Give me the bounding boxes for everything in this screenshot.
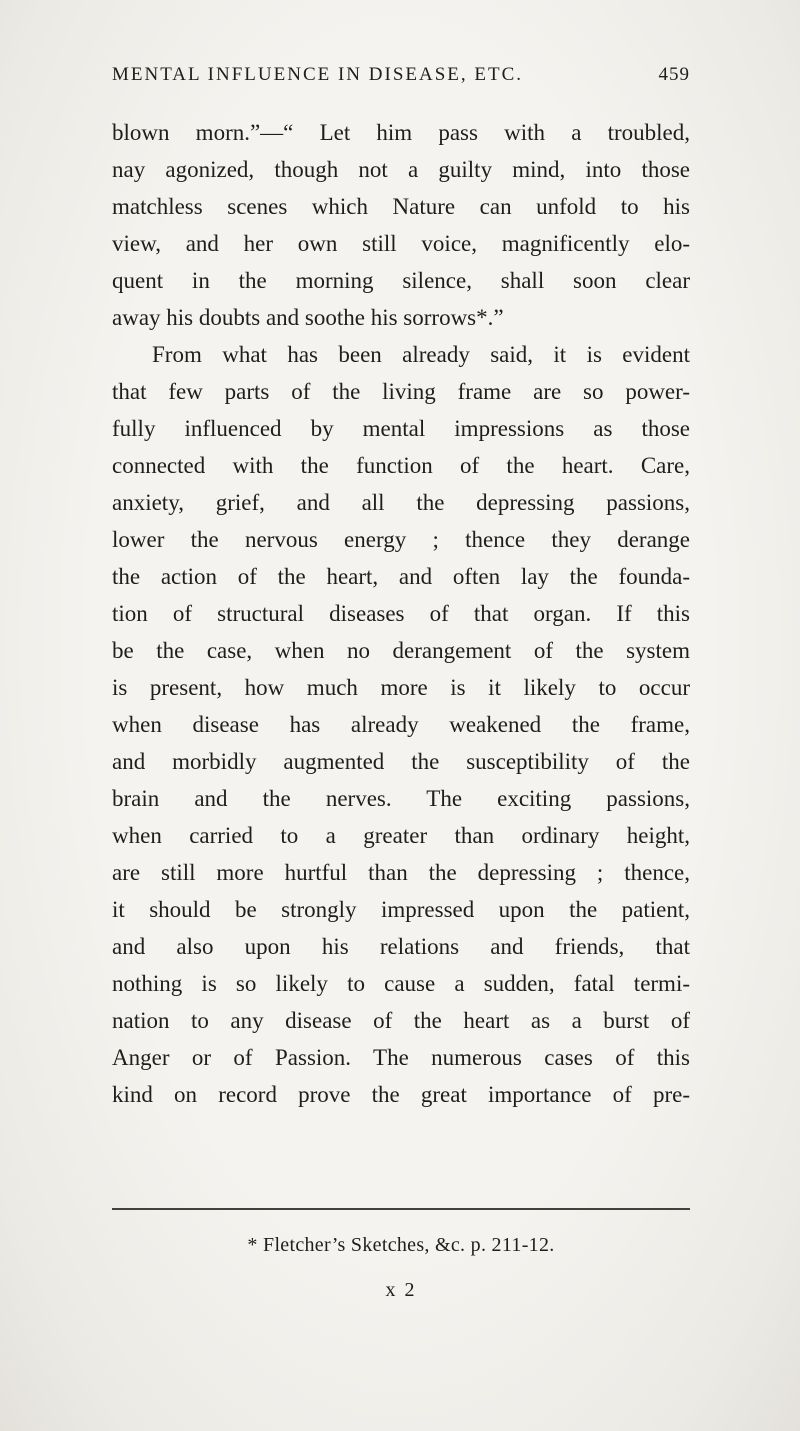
footnote-divider [112,1208,690,1210]
text-line: matchless scenes which Nature can unfold to his [112,194,690,219]
signature-mark: x 2 [385,1279,417,1301]
text-line: brain and the nerves. The exciting passions, [112,786,690,811]
text-line: Anger or of Passion. The numerous cases of this [112,1045,690,1070]
text-line: blown morn.”—“ Let him pass with a troubled, [112,120,690,145]
text-line: lower the nervous energy ; thence they derange [112,527,690,552]
text-line: that few parts of the living frame are so power- [112,379,690,404]
text-line: connected with the function of the heart. Care, [112,453,690,478]
running-header-title: MENTAL INFLUENCE IN DISEASE, ETC. [112,64,524,85]
text-line: nation to any disease of the heart as a burst of [112,1008,690,1033]
text-line: and morbidly augmented the susceptibility of the [112,749,690,774]
page-content [112,64,690,1302]
text-line: is present, how much more is it likely to occur [112,675,690,700]
text-line: when disease has already weakened the frame, [112,712,690,737]
text-line: tion of structural diseases of that organ. If this [112,601,690,626]
text-line: away his doubts and soothe his sorrows*.” [112,305,504,330]
text-line: nay agonized, though not a guilty mind, into those [112,157,690,182]
body-text [112,114,690,1113]
text-line: be the case, when no derangement of the system [112,638,690,663]
page-number: 459 [658,64,690,85]
text-line: anxiety, grief, and all the depressing passions, [112,490,690,515]
paragraph [112,336,690,1113]
text-line: fully influenced by mental impressions as those [112,416,690,441]
text-line: view, and her own still voice, magnificently elo- [112,231,690,256]
text-line: are still more hurtful than the depressing ; thence, [112,860,690,885]
text-line: and also upon his relations and friends, that [112,934,690,959]
paragraph [112,114,690,336]
text-line: kind on record prove the great importance of pre- [112,1082,690,1107]
text-line: the action of the heart, and often lay the founda- [112,564,690,589]
text-line: it should be strongly impressed upon the patient, [112,897,690,922]
text-line: From what has been already said, it is evident [152,342,690,367]
text-line: quent in the morning silence, shall soon clear [112,268,690,293]
footnote: * Fletcher’s Sketches, &c. p. 211-12. [247,1234,555,1256]
text-line: nothing is so likely to cause a sudden, fatal termi- [112,971,690,996]
text-line: when carried to a greater than ordinary height, [112,823,690,848]
running-header [112,64,690,86]
